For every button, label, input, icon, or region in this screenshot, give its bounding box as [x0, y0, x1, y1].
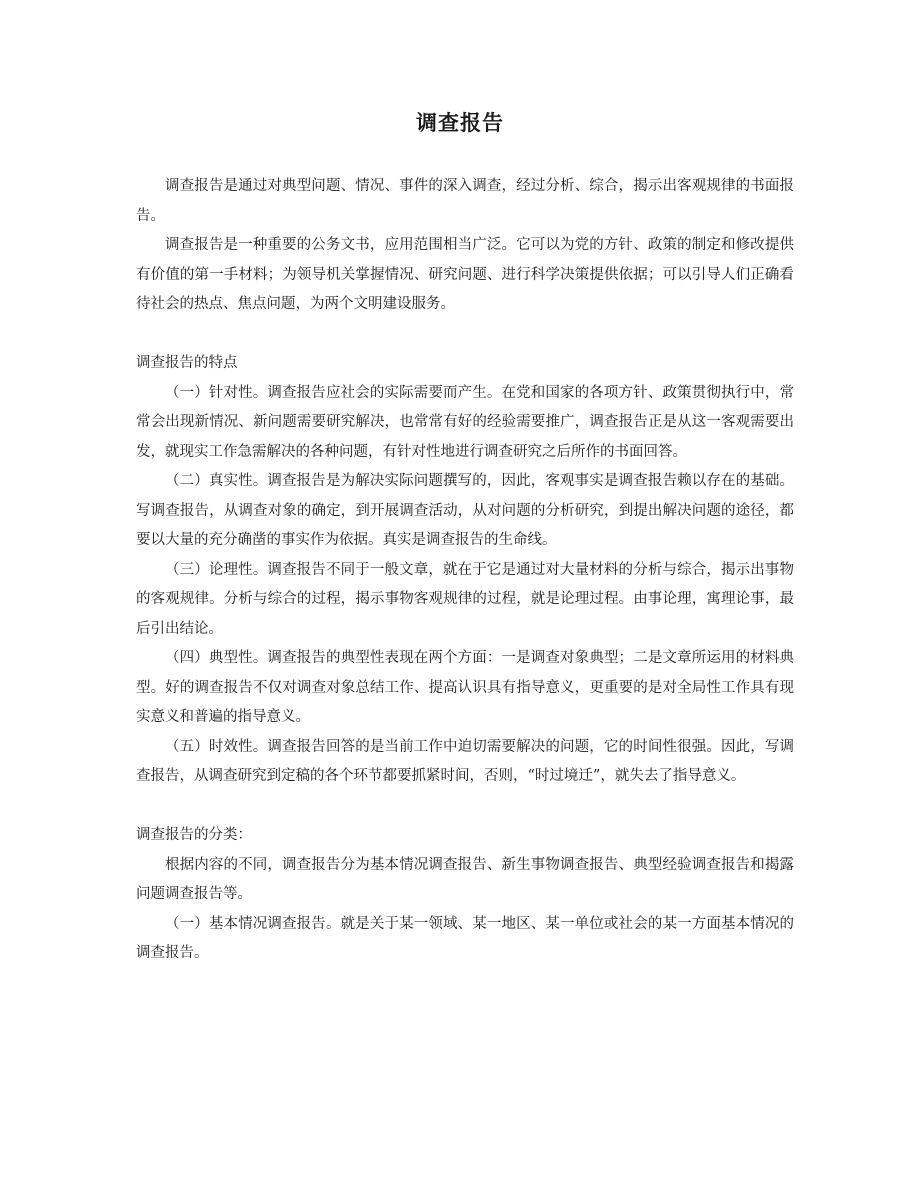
- intro-paragraph-2: 调查报告是一种重要的公务文书，应用范围相当广泛。它可以为党的方针、政策的制定和修改提供有价值的第一手材料；为领导机关掌握情况、研究问题、进行科学决策提供依据；可以引导人们正确看待社会的热点、焦点问题，为两个文明建设服务。: [136, 237, 794, 312]
- types-heading: 调查报告的分类：: [136, 827, 252, 843]
- feature-paragraph-3: （三）论理性。调查报告不同于一般文章，就在于它是通过对大量材料的分析与综合，揭示出事物的客观规律。分析与综合的过程，揭示事物客观规律的过程，就是论理过程。由事论理，寓理论事，最后引出结论。: [136, 561, 794, 637]
- feature-paragraph-4: （四）典型性。调查报告的典型性表现在两个方面：一是调查对象典型；二是文章所运用的材料典型。好的调查报告不仅对调查对象总结工作、提高认识具有指导意义，更重要的是对全局性工作具有现实意义和普遍的指导意义。: [136, 650, 794, 725]
- intro-paragraph-1: 调查报告是通过对典型问题、情况、事件的深入调查，经过分析、综合，揭示出客观规律的书面报告。: [136, 178, 794, 224]
- feature-paragraph-1: （一）针对性。调查报告应社会的实际需要而产生。在党和国家的各项方针、政策贯彻执行中，常常会出现新情况、新问题需要研究解决，也常常有好的经验需要推广，调查报告正是从这一客观需要出发，就现实工作急需解决的各种问题，有针对性地进行调查研究之后所作的书面回答。: [136, 384, 794, 460]
- section-gap: [136, 792, 794, 822]
- document-title: 调查报告: [416, 110, 504, 135]
- document-body: [136, 172, 794, 969]
- section-gap: [136, 320, 794, 350]
- types-paragraph-1: 根据内容的不同，调查报告分为基本情况调查报告、新生事物调查报告、典型经验调查报告和揭露问题调查报告等。: [136, 856, 794, 902]
- types-paragraph-2: （一）基本情况调查报告。就是关于某一领域、某一地区、某一单位或社会的某一方面基本情况的调查报告。: [136, 915, 794, 961]
- features-heading: 调查报告的特点: [136, 355, 238, 371]
- feature-paragraph-2: （二）真实性。调查报告是为解决实际问题撰写的，因此，客观事实是调查报告赖以存在的基础。写调查报告，从调查对象的确定，到开展调查活动，从对问题的分析研究，到提出解决问题的途径，都要以大量的充分确凿的事实作为依据。真实是调查报告的生命线。: [136, 473, 794, 548]
- feature-paragraph-5: （五）时效性。调查报告回答的是当前工作中迫切需要解决的问题，它的时间性很强。因此，写调查报告，从调查研究到定稿的各个环节都要抓紧时间，否则，“时过境迁”，就失去了指导意义。: [136, 738, 794, 784]
